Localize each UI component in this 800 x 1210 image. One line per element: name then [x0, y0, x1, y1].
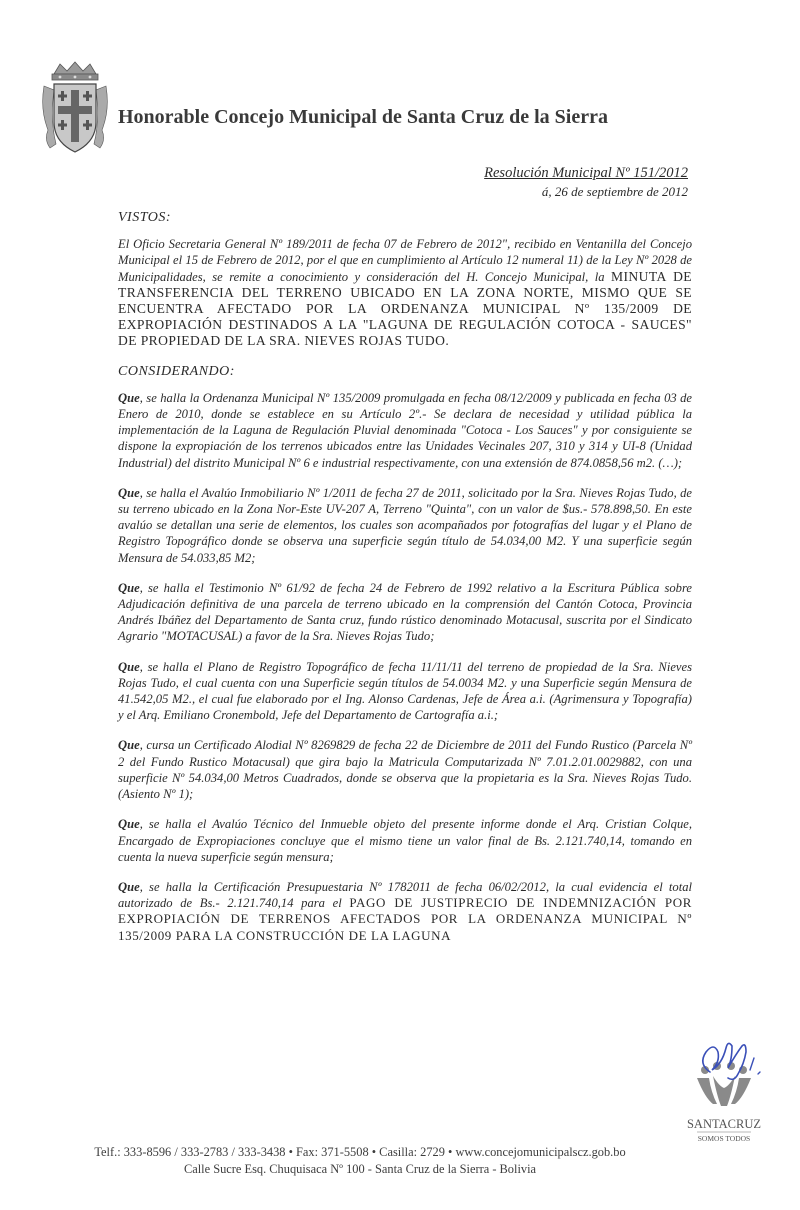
paragraph-text: , se halla la Certificación Presupuestaria Nº 1782011 de fecha 06/02/2012, la cual evidencia el total autorizado de Bs.- 2.121.740,14 para el: [118, 879, 692, 911]
vistos-text: El Oficio Secretaria General Nº 189/2011 de fecha 07 de Febrero de 2012", recibido en Ventanilla del Concejo Municipal el 15 de Febrero de 2012, por el que en cumplimiento al Artículo 12 numeral 11) de la Ley Nº 2028 de Municipalidades, se remite a conocimiento y consideración del H. Concejo Municipal, la: [118, 237, 692, 284]
paragraph-caps-text: PAGO DE JUSTIPRECIO DE INDEMNIZACIÓN POR EXPROPIACIÓN DE TERRENOS AFECTADOS POR LA ORDENANZA MUNICIPAL Nº 135/2009 PARA LA CONSTRUCCIÓN DE LA LAGUNA: [118, 895, 692, 943]
considerando-paragraph-last: [118, 879, 692, 944]
coat-of-arms-icon: [40, 60, 110, 156]
que-label: Que: [118, 485, 140, 500]
considerando-paragraph: [118, 390, 692, 471]
paragraph-text: , se halla la Ordenanza Municipal Nº 135/2009 promulgada en fecha 08/12/2009 y publicada en fecha 03 de Enero de 2010, donde se establece en su Artículo 2º.- Se declara de necesidad y utilidad pública la implementación de la Laguna de Regulación Pluvial denominada "Cotoca - Los Sauces" y por consiguiente se dispone la expropiación de los terrenos ubicados entre las Unidades Vecinales 207, 310 y 314 y UI-8 (Unidad Industrial) del distrito Municipal Nº 6 e industrial respectivamente, con una extensión de 874.0858,56 m2. (…);: [118, 390, 692, 470]
considerando-paragraph: [118, 737, 692, 802]
que-label: Que: [118, 580, 140, 595]
considerando-paragraph: [118, 580, 692, 645]
letterhead-footer: [40, 1144, 680, 1178]
document-body: [118, 210, 692, 958]
que-label: Que: [118, 659, 140, 674]
paragraph-text: , se halla el Plano de Registro Topográfico de fecha 11/11/11 del terreno de propiedad de la Sra. Nieves Rojas Tudo, el cual cuenta con una Superficie según títulos de 54.0034 M2. y una Superficie según Mensura de 41.542,05 M2., el cual fue elaborado por el Ing. Alonso Cardenas, Jefe de Área a.i. (Agrimensura y Topografía) y el Arq. Emiliano Cronembold, Jefe del Departamento de Cartografía a.i.;: [118, 659, 692, 723]
considerando-heading: CONSIDERANDO:: [118, 363, 235, 379]
handwritten-signature-icon: [688, 1034, 768, 1096]
organization-name: Honorable Concejo Municipal de Santa Cruz de la Sierra: [118, 106, 608, 128]
resolution-date: á, 26 de septiembre de 2012: [541, 184, 688, 199]
paragraph-text: , se halla el Avalúo Inmobiliario Nº 1/2011 de fecha 27 de 2011, solicitado por la Sra. Nieves Rojas Tudo, de su terreno ubicado en la Zona Nor-Este UV-207 A, Terreno "Quinta", con un valor de $us.- 578.898,50. En este avalúo se detallan una serie de elementos, los cuales son acompañados por fotografías del lugar y el Plano de Registro Topográfico donde se observa una superficie según título de 54.034,00 M2. Y una superficie según Mensura de 54.033,85 M2;: [118, 485, 692, 565]
vistos-heading: VISTOS:: [118, 210, 172, 225]
que-label: Que: [118, 738, 140, 753]
footer-contact-line: Telf.: 333-8596 / 333-2783 / 333-3438 • Fax: 371-5508 • Casilla: 2729 • www.concejomunicipalscz.gob.bo: [94, 1145, 626, 1159]
footer-address-line: Calle Sucre Esq. Chuquisaca Nº 100 - Santa Cruz de la Sierra - Bolivia: [183, 1162, 537, 1176]
considerando-paragraph: [118, 485, 692, 566]
letterhead: [40, 60, 760, 160]
paragraph-text: , se halla el Testimonio Nº 61/92 de fecha 24 de Febrero de 1992 relativo a la Escritura Pública sobre Adjudicación definitiva de una parcela de terreno ubicado en la comprensión del Cantón Cotoca, Provincia Andrés Ibáñez del Departamento de Santa cruz, fundo rústico denominado Motacusal, suscrita por el Sindicato Agrario "MOTACUSAL) a favor de la Sra. Nieves Rojas Tudo;: [118, 580, 692, 644]
resolution-title: Resolución Municipal Nº 151/2012: [484, 165, 688, 181]
logo-slogan: SOMOS TODOS: [697, 1134, 751, 1143]
considerando-paragraph: [118, 816, 692, 865]
logo-name: SANTACRUZ: [686, 1117, 762, 1131]
considerando-paragraph: [118, 659, 692, 724]
vistos-caps-text: MINUTA DE TRANSFERENCIA DEL TERRENO UBICADO EN LA ZONA NORTE, MISMO QUE SE ENCUENTRA AFECTADO POR LA ORDENANZA MUNICIPAL Nº 135/2009 DE EXPROPIACIÓN DESTINADOS A LA "LAGUNA DE REGULACIÓN COTOCA - SAUCES" DE PROPIEDAD DE LA SRA. NIEVES ROJAS TUDO.: [118, 268, 692, 349]
paragraph-text: , cursa un Certificado Alodial Nº 8269829 de fecha 22 de Diciembre de 2011 del Fundo Rustico (Parcela Nº 2 del Fundo Rustico Motacusal) que gira bajo la Matricula Computarizada Nº 7.01.2.01.0029882, con una superficie Nº 54.034,00 Metros Cuadrados, donde se observa que la propietaria es la Sra. Nieves Rojas Tudo. (Asiento Nº 1);: [118, 738, 692, 802]
que-label: Que: [118, 879, 140, 894]
paragraph-text: , se halla el Avalúo Técnico del Inmueble objeto del presente informe donde el Arq. Cristian Colque, Encargado de Expropiaciones concluye que el mismo tiene un valor final de Bs. 2.121.740,14, tomando en cuenta la nueva superficie según mensura;: [118, 817, 692, 864]
resolution-block: [484, 165, 688, 200]
que-label: Que: [118, 390, 140, 405]
vistos-paragraph: [118, 236, 692, 349]
que-label: Que: [118, 817, 140, 832]
